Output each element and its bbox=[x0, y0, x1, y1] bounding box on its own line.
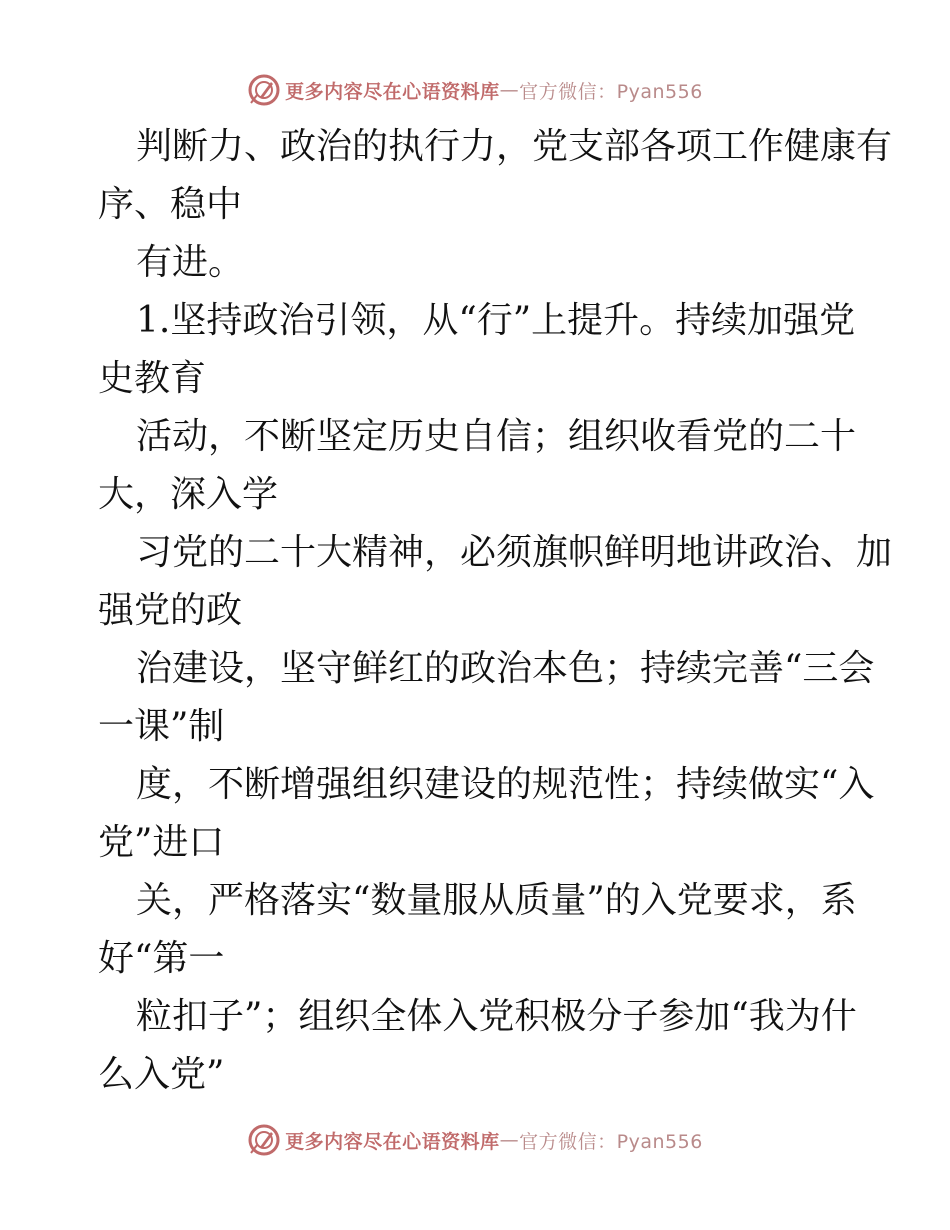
text-line: 有进。 bbox=[136, 242, 245, 283]
document-body bbox=[98, 118, 893, 1104]
text-line: 活动，不断坚定历史自信；组织收看党的二十 bbox=[136, 416, 857, 457]
text-line: 么入党” bbox=[98, 1054, 225, 1095]
watermark-separator: — bbox=[499, 79, 520, 101]
pen-nib-circle-icon bbox=[247, 1123, 281, 1157]
pen-nib-circle-icon bbox=[247, 73, 281, 107]
header-watermark bbox=[0, 70, 950, 110]
watermark-contact-text: 官方微信：Pyan556 bbox=[519, 80, 703, 103]
text-line: 习党的二十大精神，必须旗帜鲜明地讲政治、加 bbox=[136, 532, 893, 573]
text-line: 治建设，坚守鲜红的政治本色；持续完善“三会 bbox=[136, 648, 875, 689]
text-line: 判断力、政治的执行力，党支部各项工作健康有 bbox=[136, 126, 893, 167]
text-line: 一课”制 bbox=[98, 706, 225, 747]
watermark-site-text: 更多内容尽在心语资料库 bbox=[285, 1130, 500, 1153]
text-line: 党”进口 bbox=[98, 822, 225, 863]
text-line: 好“第一 bbox=[98, 938, 225, 979]
text-line: 大，深入学 bbox=[98, 474, 279, 515]
text-line: 1.坚持政治引领，从“行”上提升。持续加强党 bbox=[136, 300, 856, 341]
text-line: 史教育 bbox=[98, 358, 207, 399]
text-line: 强党的政 bbox=[98, 590, 243, 631]
text-line: 粒扣子”；组织全体入党积极分子参加“我为什 bbox=[136, 996, 857, 1037]
watermark-site-text: 更多内容尽在心语资料库 bbox=[285, 80, 500, 103]
footer-watermark bbox=[0, 1120, 950, 1160]
watermark-contact-text: 官方微信：Pyan556 bbox=[519, 1130, 703, 1153]
watermark-separator: — bbox=[499, 1129, 520, 1151]
text-line: 关，严格落实“数量服从质量”的入党要求，系 bbox=[136, 880, 857, 921]
text-line: 度，不断增强组织建设的规范性；持续做实“入 bbox=[136, 764, 875, 805]
text-line: 序、稳中 bbox=[98, 184, 243, 225]
